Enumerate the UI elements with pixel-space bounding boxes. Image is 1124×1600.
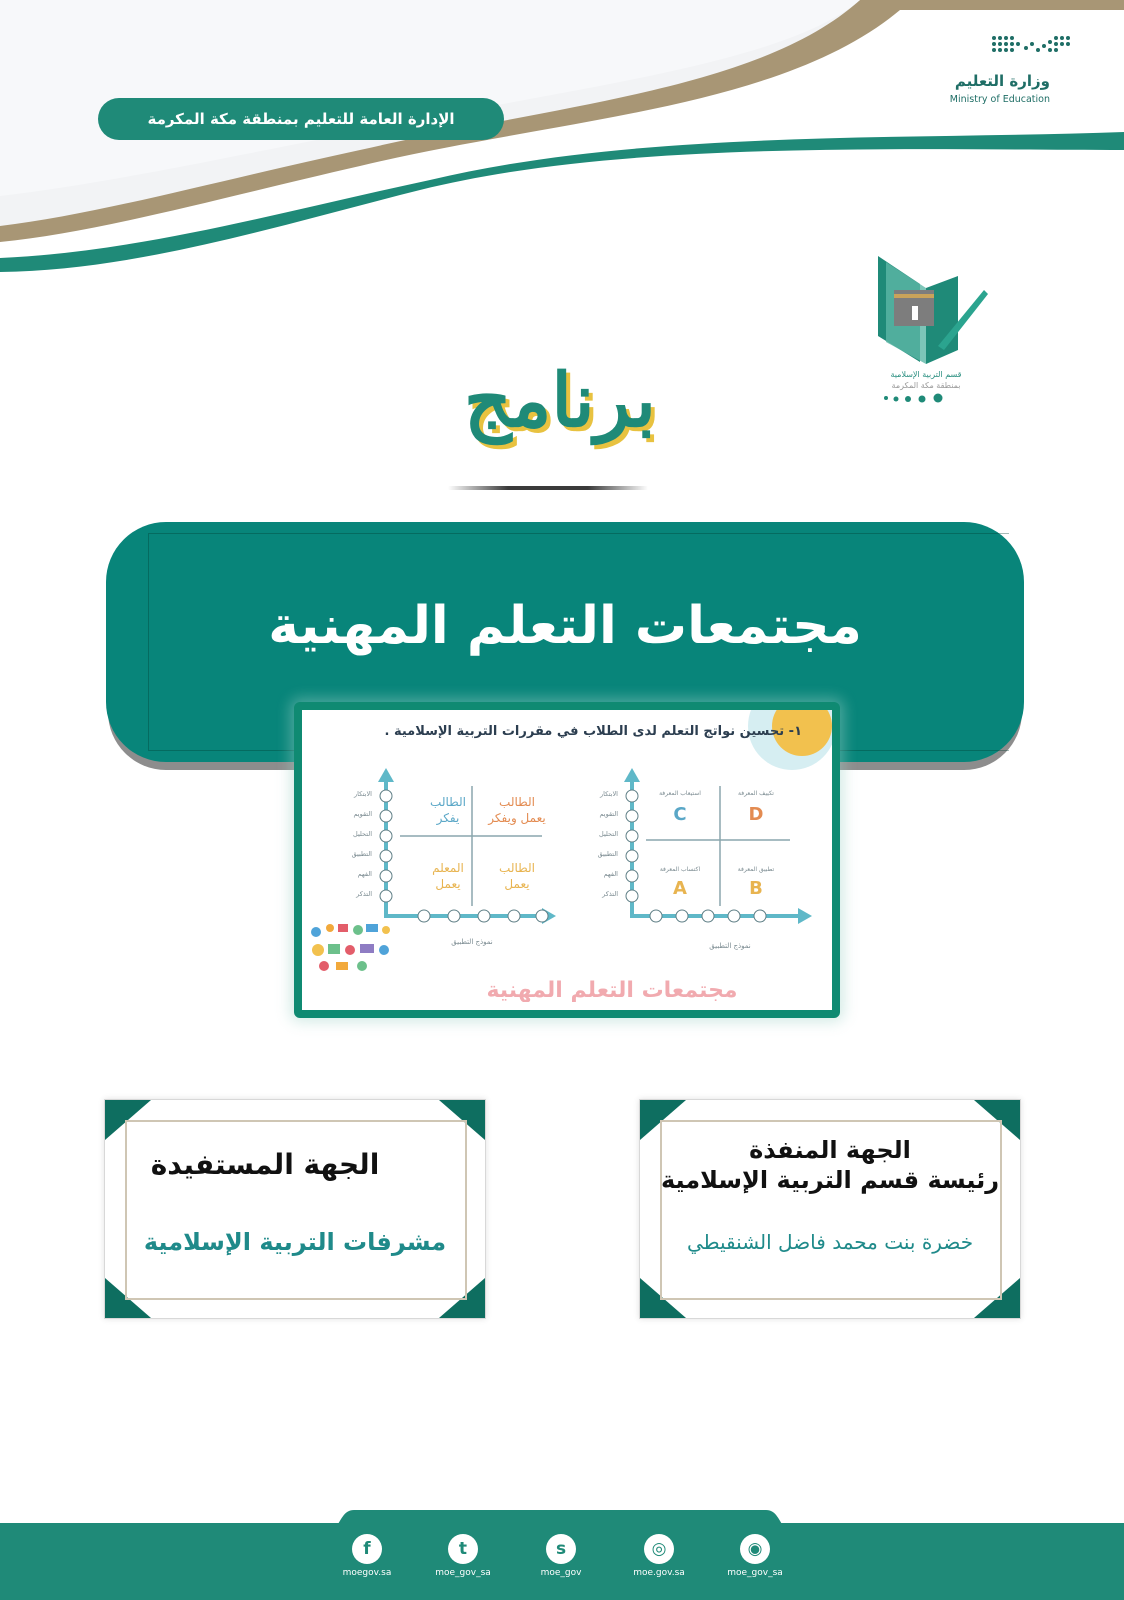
department-subtitle: بمنطقة مكة المكرمة <box>891 381 961 390</box>
right-grid-letter-c: C <box>673 804 687 825</box>
social-instagram[interactable] <box>710 1534 800 1578</box>
social-website[interactable] <box>614 1534 704 1578</box>
program-title: مجتمعات التعلم المهنية <box>268 596 862 656</box>
program-label: برنامج <box>464 358 656 444</box>
globe-icon: ◎ <box>644 1534 674 1564</box>
social-label: moe.gov.sa <box>633 1568 685 1578</box>
department-book-logo-icon <box>868 246 1008 370</box>
quad-line: يعمل ويفكر <box>488 811 546 825</box>
program-underline <box>448 486 648 490</box>
left-chart-axes <box>374 766 564 936</box>
social-facebook[interactable] <box>322 1534 412 1578</box>
left-grid-bottom-right <box>482 860 552 892</box>
facebook-icon: f <box>352 1534 382 1564</box>
y-level-label: التقويم <box>599 810 618 818</box>
right-grid-letter-d: D <box>748 804 764 825</box>
right-y-levels <box>588 790 618 910</box>
y-level-label: التذكر <box>356 890 372 898</box>
y-level-label: التطبيق <box>597 850 618 858</box>
social-label: moe_gov_sa <box>727 1568 783 1578</box>
instagram-icon: ◉ <box>740 1534 770 1564</box>
left-x-caption: نموذج التطبيق <box>451 938 493 946</box>
executor-name: خضرة بنت محمد فاضل الشنقيطي <box>686 1230 974 1254</box>
quad-line: الطالب <box>499 861 535 875</box>
department-dots-icon <box>880 392 950 404</box>
social-label: moe_gov <box>540 1568 582 1578</box>
y-level-label: الفهم <box>357 870 372 878</box>
executor-card <box>639 1099 1021 1319</box>
executor-heading: الجهة المنفذة <box>749 1136 911 1164</box>
right-grid-bottom-left-caption: اكتساب المعرفة <box>659 866 701 873</box>
slide-bottom-strip: مجتمعات التعلم المهنية <box>486 978 738 1002</box>
social-twitter[interactable] <box>418 1534 508 1578</box>
beneficiary-name: مشرفات التربية الإسلامية <box>143 1228 447 1256</box>
twitter-icon: t <box>448 1534 478 1564</box>
slide-title: ١- تحسين نواتج التعلم لدى الطلاب في مقررات التربية الإسلامية . <box>384 724 802 739</box>
quad-line: الطالب <box>430 795 466 809</box>
y-level-label: الابتكار <box>354 790 372 798</box>
quad-line: المعلم <box>432 861 464 875</box>
y-level-label: التذكر <box>602 890 618 898</box>
ministry-dots-logo-icon <box>990 34 1090 66</box>
left-grid-top-right <box>482 794 552 826</box>
ministry-english-name: Ministry of Education <box>949 94 1050 105</box>
snapchat-icon: s <box>546 1534 576 1564</box>
y-level-label: التطبيق <box>351 850 372 858</box>
quad-line: يعمل <box>504 877 530 891</box>
right-grid-letter-b: B <box>749 878 763 899</box>
y-level-label: التقويم <box>353 810 372 818</box>
executor-role: رئيسة قسم التربية الإسلامية <box>660 1166 1000 1194</box>
right-grid-top-right-caption: تكييف المعرفة <box>738 790 774 797</box>
quad-line: الطالب <box>499 795 535 809</box>
social-label: moe_gov_sa <box>435 1568 491 1578</box>
region-label-pill: الإدارة العامة للتعليم بمنطقة مكة المكرمة <box>98 98 504 140</box>
quad-line: يفكر <box>436 811 460 825</box>
footer-tab-shape <box>330 1510 790 1530</box>
education-icons-cluster-icon <box>306 920 396 976</box>
social-label: moegov.sa <box>342 1568 392 1578</box>
card-inner-frame <box>125 1120 467 1300</box>
y-level-label: الفهم <box>603 870 618 878</box>
ministry-arabic-name: وزارة التعليم <box>954 72 1050 90</box>
right-grid-letter-a: A <box>673 878 687 899</box>
left-grid-bottom-left <box>418 860 478 892</box>
y-level-label: التحليل <box>353 830 372 838</box>
department-name: قسم التربية الإسلامية <box>890 370 962 379</box>
right-grid-bottom-right-caption: تطبيق المعرفة <box>737 866 775 873</box>
quad-line: يعمل <box>435 877 461 891</box>
left-y-levels <box>342 790 372 910</box>
right-grid-top-left-caption: استيعاب المعرفة <box>659 790 701 797</box>
social-snapchat[interactable] <box>516 1534 606 1578</box>
beneficiary-heading: الجهة المستفيدة <box>150 1148 380 1181</box>
right-x-caption: نموذج التطبيق <box>709 942 751 950</box>
left-grid-top-left <box>418 794 478 826</box>
slide-image <box>294 702 840 1018</box>
y-level-label: الابتكار <box>600 790 618 798</box>
y-level-label: التحليل <box>599 830 618 838</box>
beneficiary-card <box>104 1099 486 1319</box>
